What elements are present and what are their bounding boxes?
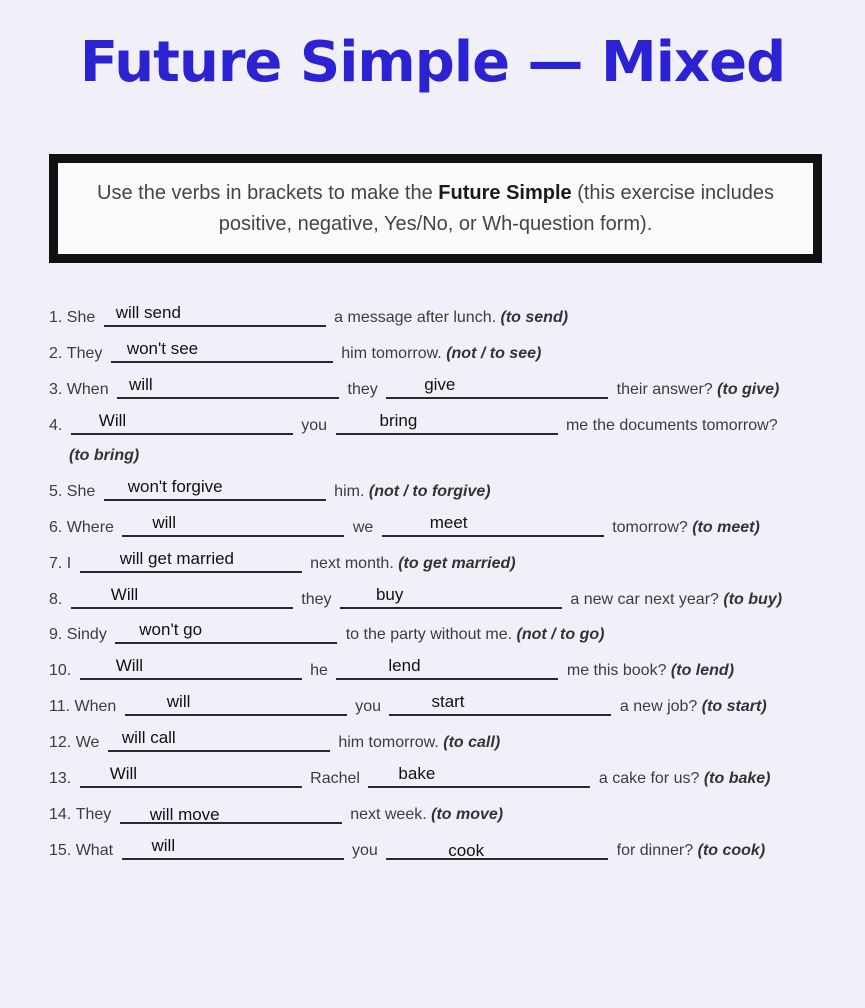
- exercise-text: for dinner?: [616, 842, 694, 859]
- exercise-5: [49, 477, 829, 501]
- answer-text: will send: [115, 303, 181, 322]
- exercise-text: next week.: [350, 806, 427, 823]
- answer-text: will: [152, 513, 176, 532]
- verb-hint: (not / to forgive): [368, 483, 491, 500]
- exercise-3: [49, 375, 829, 399]
- exercise-15: [49, 836, 829, 860]
- verb-hint: (to send): [500, 309, 569, 326]
- page-title: Future Simple — Mixed: [79, 30, 786, 95]
- verb-hint: (to meet): [692, 519, 760, 536]
- exercise-subject: When: [66, 381, 109, 398]
- answer-text: bring: [379, 411, 418, 430]
- answer-blank[interactable]: [368, 764, 590, 788]
- exercise-subject: Sindy: [66, 626, 107, 643]
- answer-blank[interactable]: [122, 836, 344, 860]
- instruction-bold: Future Simple: [438, 181, 572, 204]
- exercise-number: 10.: [49, 662, 72, 679]
- exercise-number: 15.: [49, 842, 72, 859]
- exercise-text: a cake for us?: [598, 770, 700, 787]
- exercise-13: [49, 764, 829, 788]
- exercise-1: [49, 303, 829, 327]
- exercise-number: 13.: [49, 770, 72, 787]
- verb-hint: (not / to see): [446, 345, 542, 362]
- exercise-middle: we: [352, 519, 374, 536]
- exercise-text: their answer?: [616, 381, 713, 398]
- exercise-number: 12.: [49, 734, 72, 751]
- verb-hint: (to give): [717, 381, 780, 398]
- exercise-number: 6.: [49, 519, 63, 536]
- verb-hint: (to start): [701, 698, 767, 715]
- exercise-number: 14.: [49, 806, 72, 823]
- answer-text: bake: [398, 764, 436, 783]
- answer-text: meet: [429, 513, 468, 532]
- answer-blank[interactable]: [122, 513, 344, 537]
- exercise-middle: they: [301, 591, 332, 608]
- verb-hint: (to bake): [703, 770, 771, 787]
- answer-blank[interactable]: [80, 764, 302, 788]
- answer-blank[interactable]: [71, 411, 293, 435]
- instruction-before: Use the verbs in brackets to make the: [97, 181, 439, 204]
- exercise-middle: you: [355, 698, 382, 715]
- exercise-middle: you: [351, 842, 378, 859]
- exercise-text: him.: [334, 483, 365, 500]
- exercise-number: 7.: [49, 555, 63, 572]
- exercise-subject: They: [75, 806, 112, 823]
- exercise-4: [49, 411, 829, 435]
- exercise-text: next month.: [310, 555, 394, 572]
- exercise-subject: They: [66, 345, 103, 362]
- answer-text: give: [424, 375, 456, 394]
- answer-text: will: [151, 836, 176, 855]
- exercise-subject: She: [66, 483, 96, 500]
- exercise-number: 5.: [49, 483, 63, 500]
- exercise-text: him tomorrow.: [341, 345, 442, 362]
- answer-blank[interactable]: [340, 585, 562, 609]
- exercise-number: 4.: [49, 417, 63, 434]
- verb-hint: (not / to go): [516, 626, 605, 643]
- exercise-middle: you: [301, 417, 328, 434]
- answer-text: won't forgive: [127, 477, 223, 496]
- exercise-text: tomorrow?: [612, 519, 688, 536]
- answer-text: start: [431, 692, 465, 711]
- verb-hint: (to get married): [398, 555, 516, 572]
- answer-blank[interactable]: [389, 692, 611, 716]
- exercise-text: me the documents tomorrow?: [565, 417, 778, 434]
- answer-text: lend: [388, 656, 421, 675]
- exercise-subject: We: [75, 734, 100, 751]
- exercise-8: [49, 585, 829, 609]
- exercise-subject: When: [74, 698, 117, 715]
- exercise-9: [49, 620, 829, 644]
- exercise-number: 3.: [49, 381, 63, 398]
- exercise-7: [49, 549, 829, 573]
- answer-text: Will: [115, 656, 144, 675]
- answer-text: Will: [110, 585, 139, 604]
- verb-hint: (to cook): [697, 842, 766, 859]
- exercise-middle: they: [347, 381, 378, 398]
- exercise-14: [49, 803, 829, 824]
- answer-blank[interactable]: [71, 585, 293, 609]
- answer-text: will get married: [119, 549, 235, 568]
- answer-blank[interactable]: [382, 513, 604, 537]
- answer-blank[interactable]: [104, 477, 326, 501]
- instruction-box: [49, 154, 822, 263]
- exercise-subject: What: [75, 842, 114, 859]
- exercise-middle: Rachel: [310, 770, 360, 787]
- answer-text: buy: [375, 585, 404, 604]
- exercise-text: to the party without me.: [345, 626, 513, 643]
- exercise-text: a message after lunch.: [334, 309, 497, 326]
- verb-hint: (to bring): [69, 447, 140, 464]
- verb-hint: (to call): [443, 734, 501, 751]
- exercise-subject: She: [66, 309, 96, 326]
- answer-blank[interactable]: [125, 692, 347, 716]
- exercise-10: [49, 656, 829, 680]
- exercise-text: me this book?: [566, 662, 667, 679]
- exercise-text: a new job?: [619, 698, 698, 715]
- answer-blank[interactable]: [115, 620, 337, 644]
- exercise-number: 1.: [49, 309, 63, 326]
- answer-text: will call: [121, 728, 176, 747]
- answer-blank[interactable]: [108, 728, 330, 752]
- answer-blank[interactable]: [386, 375, 608, 399]
- answer-blank[interactable]: [104, 303, 326, 327]
- exercise-11: [49, 692, 829, 716]
- answer-blank[interactable]: [336, 411, 558, 435]
- answer-text: will: [129, 375, 153, 394]
- exercise-subject: I: [66, 555, 72, 572]
- exercise-number: 9.: [49, 626, 63, 643]
- answer-text: will: [166, 692, 191, 711]
- answer-text: cook: [448, 841, 485, 860]
- answer-blank[interactable]: [117, 375, 339, 399]
- answer-text: will move: [149, 805, 220, 824]
- verb-hint: (to move): [431, 806, 504, 823]
- instruction-after: (this exercise includes positive, negative, Yes/No, or Wh-question form).: [218, 181, 774, 235]
- answer-text: Will: [109, 764, 138, 783]
- exercise-subject: Where: [66, 519, 114, 536]
- verb-hint: (to lend): [670, 662, 735, 679]
- answer-blank[interactable]: [120, 803, 342, 824]
- exercise-number: 11.: [49, 698, 71, 715]
- answer-blank[interactable]: [336, 656, 558, 680]
- instruction-text: [88, 178, 783, 240]
- answer-blank[interactable]: [80, 549, 302, 573]
- exercise-middle: he: [310, 662, 328, 679]
- answer-blank[interactable]: [111, 339, 333, 363]
- exercise-text: him tomorrow.: [338, 734, 439, 751]
- exercise-6: [49, 513, 829, 537]
- exercise-4-hint: [69, 447, 849, 465]
- answer-text: won't go: [139, 620, 203, 639]
- verb-hint: (to buy): [723, 591, 783, 608]
- exercise-number: 2.: [49, 345, 63, 362]
- answer-text: Will: [98, 411, 127, 430]
- answer-blank[interactable]: [80, 656, 302, 680]
- exercise-text: a new car next year?: [570, 591, 719, 608]
- answer-text: won't see: [126, 339, 199, 358]
- answer-blank[interactable]: [386, 839, 608, 860]
- exercise-2: [49, 339, 829, 363]
- exercise-number: 8.: [49, 591, 63, 608]
- exercise-12: [49, 728, 829, 752]
